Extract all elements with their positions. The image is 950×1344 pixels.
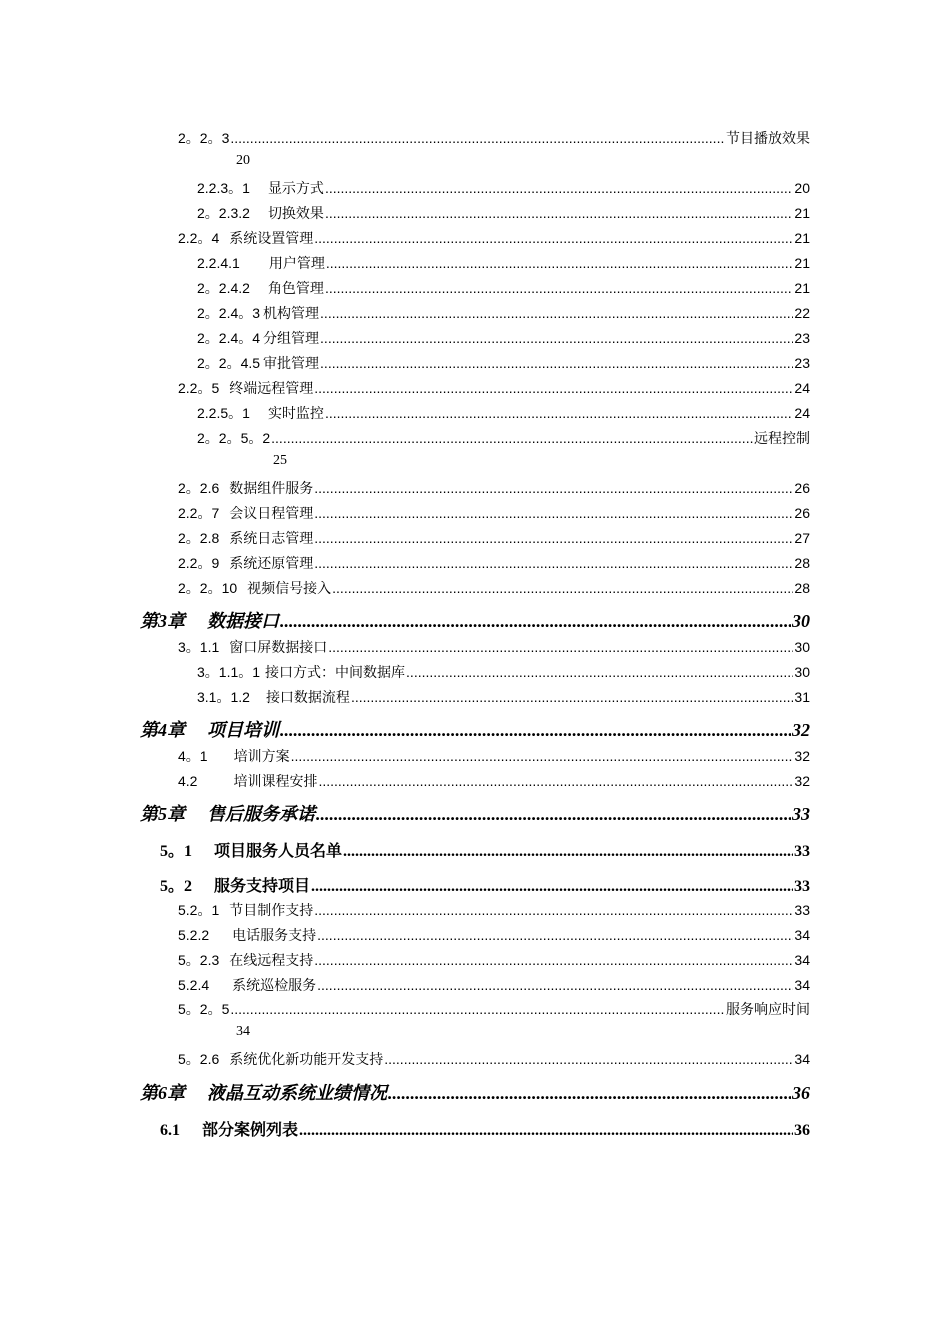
toc-leader-dots — [317, 927, 793, 943]
toc-entry[interactable] — [197, 253, 810, 275]
toc-leader-dots — [406, 664, 793, 680]
toc-entry-page: 32 — [794, 773, 810, 789]
toc-leader-dots — [320, 330, 793, 346]
toc-entry-page: 34 — [236, 1024, 250, 1039]
toc-entry[interactable] — [197, 328, 810, 350]
toc-entry-title: 培训方案 — [233, 748, 290, 764]
toc-entry-page: 34 — [794, 927, 810, 943]
toc-leader-dots — [325, 280, 793, 296]
toc-entry-title: 数据组件服务 — [229, 480, 314, 496]
toc-entry-number: 2。2。3 — [178, 130, 230, 146]
toc-leader-dots — [314, 480, 793, 496]
toc-entry-number: 2.2。7 — [178, 505, 220, 521]
toc-entry-number: 3。1.1 — [178, 639, 220, 655]
toc-leader-dots — [291, 748, 794, 764]
toc-entry-title: 售后服务承诺 — [207, 804, 315, 824]
toc-leader-dots — [311, 878, 793, 896]
toc-entry-page: 33 — [794, 878, 810, 895]
toc-entry[interactable] — [197, 353, 810, 375]
toc-entry[interactable] — [140, 716, 810, 738]
toc-entry-number: 2。2。4.5 — [197, 355, 261, 371]
toc-entry-page: 30 — [794, 664, 810, 680]
toc-leader-dots — [317, 977, 793, 993]
toc-leader-dots — [314, 952, 793, 968]
toc-entry-number: 3。1.1。1 — [197, 664, 261, 680]
toc-entry-page: 28 — [794, 555, 810, 571]
toc-entry-number: 2。2.4。3 — [197, 305, 261, 321]
toc-entry-title: 服务响应时间 — [726, 1001, 810, 1017]
toc-entry-title: 终端远程管理 — [229, 380, 314, 396]
toc-leader-dots — [280, 611, 791, 632]
toc-entry-page: 25 — [273, 453, 287, 468]
toc-leader-dots — [314, 505, 793, 521]
toc-entry[interactable] — [178, 900, 810, 922]
toc-entry-page: 28 — [794, 580, 810, 596]
toc-leader-dots — [332, 580, 793, 596]
toc-entry-page: 32 — [794, 748, 810, 764]
toc-entry-number: 2.2.4.1 — [197, 255, 240, 271]
toc-leader-dots — [271, 430, 753, 446]
toc-leader-dots — [230, 130, 725, 146]
toc-entry-number: 4.2 — [178, 773, 198, 789]
toc-entry-page: 26 — [794, 505, 810, 521]
toc-leader-dots — [325, 405, 793, 421]
toc-entry-page: 27 — [794, 530, 810, 546]
toc-entry-page: 24 — [794, 380, 810, 396]
toc-entry-page: 30 — [792, 611, 810, 631]
toc-entry-number: 2。2.3.2 — [197, 205, 250, 221]
toc-leader-dots — [328, 639, 793, 655]
toc-entry-number: 2。2。10 — [178, 580, 238, 596]
toc-entry[interactable] — [197, 687, 810, 709]
toc-entry-number: 2.2.3。1 — [197, 180, 250, 196]
toc-entry-title: 窗口屏数据接口 — [229, 639, 328, 655]
toc-entry-page: 20 — [236, 153, 250, 168]
toc-entry-page: 36 — [792, 1083, 810, 1103]
toc-entry-title: 分组管理 — [263, 330, 320, 346]
toc-leader-dots — [314, 230, 793, 246]
toc-entry-number: 5。2.6 — [178, 1051, 220, 1067]
toc-entry-page: 31 — [794, 689, 810, 705]
toc-entry-page: 21 — [794, 205, 810, 221]
toc-entry[interactable] — [178, 1049, 810, 1071]
toc-entry-number: 2.2。4 — [178, 230, 220, 246]
toc-entry-number: 2.2.5。1 — [197, 405, 250, 421]
toc-entry-number: 第4章 — [140, 720, 185, 740]
toc-entry-title: 数据接口 — [207, 611, 279, 631]
toc-entry-title: 系统巡检服务 — [232, 977, 317, 993]
toc-entry-page: 22 — [794, 305, 810, 321]
toc-entry-title: 系统优化新功能开发支持 — [229, 1051, 384, 1067]
toc-entry[interactable] — [178, 637, 810, 659]
toc-entry[interactable] — [178, 578, 810, 600]
toc-entry[interactable] — [140, 800, 810, 822]
toc-entry-number: 第3章 — [140, 611, 185, 631]
toc-entry[interactable] — [178, 999, 810, 1021]
toc-entry[interactable] — [178, 746, 810, 768]
toc-entry-title: 项目培训 — [207, 720, 279, 740]
toc-entry-title: 电话服务支持 — [232, 927, 317, 943]
toc-entry[interactable] — [197, 278, 810, 300]
toc-entry-number: 3.1。1.2 — [197, 689, 250, 705]
toc-entry-number: 2。2.4。4 — [197, 330, 261, 346]
toc-leader-dots — [325, 205, 793, 221]
toc-entry-title: 在线远程支持 — [229, 952, 314, 968]
toc-entry-number: 2.2。9 — [178, 555, 220, 571]
toc-entry-number: 5.2.4 — [178, 977, 210, 993]
toc-entry[interactable] — [197, 203, 810, 225]
toc-entry[interactable] — [178, 975, 810, 997]
toc-entry-number: 5。2。5 — [178, 1001, 230, 1017]
toc-entry-title: 液晶互动系统业绩情况 — [207, 1083, 387, 1103]
toc-entry-page: 23 — [794, 330, 810, 346]
toc-entry-number: 5。2 — [160, 878, 193, 895]
toc-leader-dots — [314, 555, 793, 571]
toc-entry-number: 第6章 — [140, 1083, 185, 1103]
toc-entry[interactable] — [197, 662, 810, 684]
toc-entry[interactable] — [178, 771, 810, 793]
toc-entry-title: 系统日志管理 — [229, 530, 314, 546]
toc-entry-number: 2。2.6 — [178, 480, 220, 496]
toc-entry-number: 5.2.2 — [178, 927, 210, 943]
toc-leader-dots — [343, 843, 793, 861]
toc-leader-dots — [314, 380, 793, 396]
toc-entry-number: 第5章 — [140, 804, 185, 824]
toc-entry-title: 视频信号接入 — [247, 580, 332, 596]
toc-entry-number: 2。2.4.2 — [197, 280, 250, 296]
toc-entry-page: 34 — [794, 1051, 810, 1067]
toc-entry[interactable] — [178, 503, 810, 525]
toc-leader-dots — [280, 720, 791, 741]
toc-entry[interactable] — [178, 228, 810, 250]
toc-leader-dots — [388, 1083, 791, 1104]
toc-entry-title: 节目制作支持 — [229, 902, 314, 918]
toc-leader-dots — [384, 1051, 793, 1067]
toc-entry-title: 实时监控 — [267, 405, 324, 421]
toc-entry[interactable] — [178, 378, 810, 400]
toc-entry-page: 30 — [794, 639, 810, 655]
toc-entry-number: 2.2。5 — [178, 380, 220, 396]
toc-entry[interactable] — [197, 178, 810, 200]
toc-entry-title: 服务支持项目 — [214, 878, 311, 895]
toc-entry[interactable] — [140, 1079, 810, 1101]
toc-leader-dots — [314, 530, 793, 546]
toc-leader-dots — [318, 773, 793, 789]
toc-leader-dots — [320, 305, 793, 321]
toc-entry[interactable] — [178, 925, 810, 947]
toc-entry[interactable] — [160, 873, 810, 895]
toc-leader-dots — [314, 902, 793, 918]
toc-entry-title: 角色管理 — [267, 280, 324, 296]
toc-entry-page: 34 — [794, 977, 810, 993]
toc-entry-title: 接口数据流程 — [265, 689, 350, 705]
toc-entry-page: 33 — [792, 804, 810, 824]
toc-entry-number: 2。2。5。2 — [197, 430, 271, 446]
toc-entry[interactable] — [178, 478, 810, 500]
toc-entry-page: 21 — [794, 280, 810, 296]
toc-entry-title: 接口方式：中间数据库 — [265, 664, 406, 680]
toc-leader-dots — [351, 689, 793, 705]
toc-entry-title: 审批管理 — [263, 355, 320, 371]
toc-entry[interactable] — [197, 303, 810, 325]
toc-entry-page: 34 — [794, 952, 810, 968]
toc-entry-page: 32 — [792, 720, 810, 740]
toc-entry-title: 会议日程管理 — [229, 505, 314, 521]
toc-entry-number: 5。2.3 — [178, 952, 220, 968]
toc-leader-dots — [326, 255, 794, 271]
toc-entry-number: 2。2.8 — [178, 530, 220, 546]
toc-entry[interactable] — [160, 1117, 810, 1139]
toc-entry-title: 显示方式 — [267, 180, 324, 196]
toc-entry-page: 36 — [794, 1122, 810, 1139]
toc-entry-number: 4。1 — [178, 748, 208, 764]
toc-entry[interactable] — [197, 403, 810, 425]
toc-entry-title: 培训课程安排 — [233, 773, 318, 789]
toc-entry[interactable] — [178, 528, 810, 550]
toc-entry-title: 项目服务人员名单 — [214, 843, 343, 860]
toc-leader-dots — [325, 180, 793, 196]
toc-entry-page: 24 — [794, 405, 810, 421]
toc-entry-title: 部分案例列表 — [202, 1122, 299, 1139]
toc-entry-title: 远程控制 — [754, 430, 810, 446]
toc-entry[interactable] — [178, 553, 810, 575]
toc-entry-number: 5.2。1 — [178, 902, 220, 918]
toc-entry-title: 机构管理 — [263, 305, 320, 321]
toc-entry[interactable] — [178, 128, 810, 150]
toc-leader-dots — [316, 804, 791, 825]
toc-entry-page: 33 — [794, 902, 810, 918]
toc-leader-dots — [299, 1122, 793, 1140]
toc-entry-title: 系统还原管理 — [229, 555, 314, 571]
toc-leader-dots — [320, 355, 793, 371]
toc-entry-title: 节目播放效果 — [726, 130, 810, 146]
toc-entry-title: 系统设置管理 — [229, 230, 314, 246]
toc-entry-title: 用户管理 — [268, 255, 325, 271]
toc-entry-number: 6.1 — [160, 1122, 180, 1139]
toc-entry-page: 20 — [794, 180, 810, 196]
toc-entry-page: 23 — [794, 355, 810, 371]
toc-entry-title: 切换效果 — [267, 205, 324, 221]
toc-entry-page: 33 — [794, 843, 810, 860]
toc-entry[interactable] — [140, 607, 810, 629]
toc-entry-page: 26 — [794, 480, 810, 496]
toc-entry-page: 21 — [794, 255, 810, 271]
toc-entry-page: 21 — [794, 230, 810, 246]
toc-entry-number: 5。1 — [160, 843, 193, 860]
toc-entry[interactable] — [197, 428, 810, 450]
toc-leader-dots — [230, 1001, 725, 1017]
toc-entry[interactable] — [178, 950, 810, 972]
toc-entry[interactable] — [160, 838, 810, 860]
